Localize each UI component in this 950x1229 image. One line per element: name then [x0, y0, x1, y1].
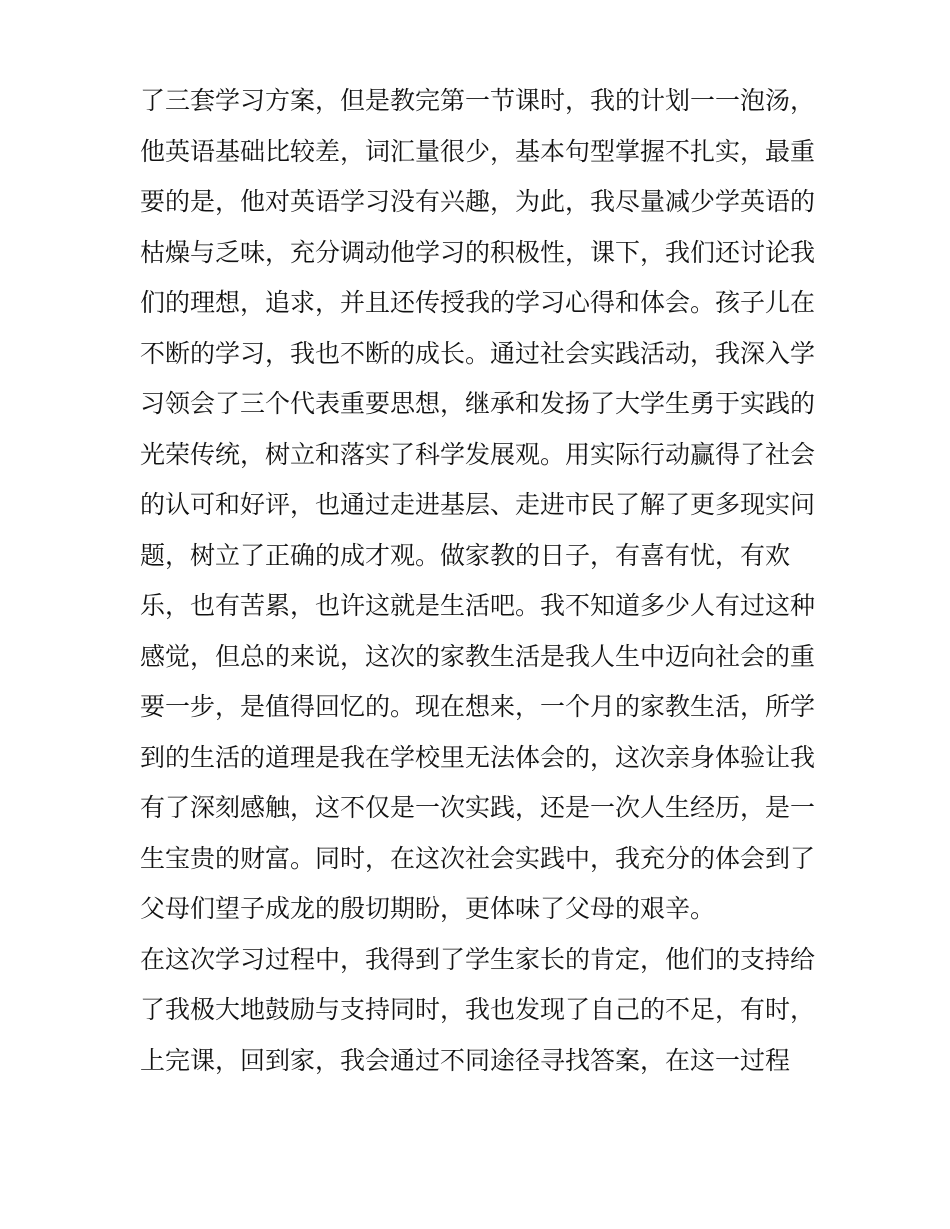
body-text — [140, 76, 820, 1086]
text-line: 他英语基础比较差，词汇量很少，基本句型掌握不扎实，最重 — [140, 136, 816, 166]
text-line: 上完课，回到家，我会通过不同途径寻找答案，在这一过程 — [140, 1045, 791, 1075]
text-line: 父母们望子成龙的殷切期盼，更体味了父母的艰辛。 — [140, 894, 716, 923]
text-line: 不断的学习，我也不断的成长。通过社会实践活动，我深入学 — [140, 338, 816, 368]
text-line: 乐，也有苦累，也许这就是生活吧。我不知道多少人有过这种 — [140, 591, 816, 620]
text-line: 光荣传统，树立和落实了科学发展观。用实际行动赢得了社会 — [140, 439, 816, 469]
paragraph-2 — [140, 935, 820, 1087]
text-line: 要的是，他对英语学习没有兴趣，为此，我尽量减少学英语的 — [140, 187, 816, 216]
text-line: 了三套学习方案，但是教完第一节课时，我的计划一一泡汤， — [140, 86, 816, 115]
text-line: 习领会了三个代表重要思想，继承和发扬了大学生勇于实践的 — [140, 389, 816, 418]
text-line: 在这次学习过程中，我得到了学生家长的肯定，他们的支持给 — [140, 944, 816, 974]
text-line: 们的理想，追求，并且还传授我的学习心得和体会。孩子儿在 — [140, 288, 816, 317]
text-line: 题，树立了正确的成才观。做家教的日子，有喜有忧，有欢 — [140, 540, 791, 570]
paragraph-1 — [140, 76, 820, 935]
text-line: 到的生活的道理是我在学校里无法体会的，这次亲身体验让我 — [140, 742, 816, 772]
text-line: 要一步，是值得回忆的。现在想来，一个月的家教生活，所学 — [140, 692, 816, 721]
text-line: 有了深刻感触，这不仅是一次实践，还是一次人生经历，是一 — [140, 793, 816, 822]
text-line: 了我极大地鼓励与支持同时，我也发现了自己的不足，有时， — [140, 995, 816, 1024]
text-line: 生宝贵的财富。同时，在这次社会实践中，我充分的体会到了 — [140, 843, 816, 873]
text-line: 枯燥与乏味，充分调动他学习的积极性，课下，我们还讨论我 — [140, 237, 816, 267]
text-line: 的认可和好评，也通过走进基层、走进市民了解了更多现实问 — [140, 490, 816, 519]
text-line: 感觉，但总的来说，这次的家教生活是我人生中迈向社会的重 — [140, 641, 816, 671]
